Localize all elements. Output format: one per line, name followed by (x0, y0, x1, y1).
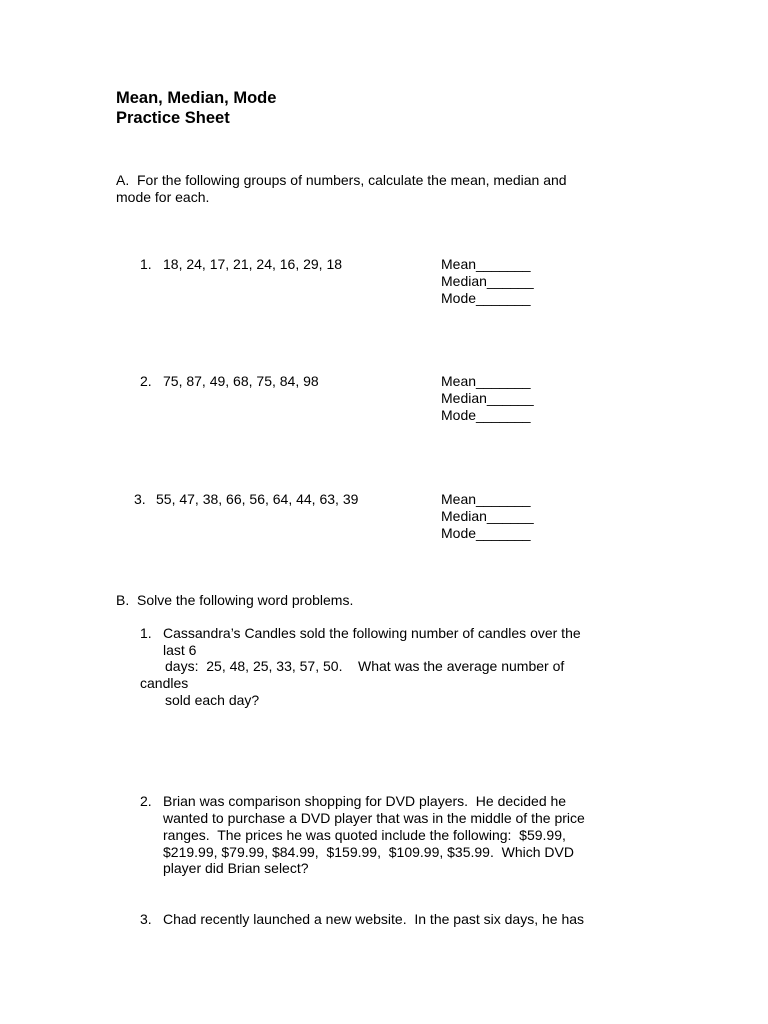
mode-answer-label: Mode_______ (441, 290, 531, 306)
word-problem-text: Brian was comparison shopping for DVD players. He decided he (163, 793, 567, 809)
word-problem-text: sold each day? (165, 692, 260, 708)
section-b-instruction: B. Solve the following word problems. (116, 592, 354, 608)
mean-answer-label: Mean_______ (441, 373, 531, 389)
median-answer-label: Median______ (441, 390, 534, 406)
section-a-instruction-continued: mode for each. (116, 189, 210, 205)
word-problem-text: $219.99, $79.99, $84.99, $159.99, $109.99, $35.99. Which DVD (163, 844, 574, 860)
mode-answer-label: Mode_______ (441, 525, 531, 541)
median-answer-label: Median______ (441, 273, 534, 289)
mean-answer-label: Mean_______ (441, 491, 531, 507)
word-problem-number: 3. (140, 911, 152, 927)
problem-number: 2. (140, 373, 152, 389)
word-problem-text: ranges. The prices he was quoted include the following: $59.99, (163, 827, 566, 843)
worksheet-subtitle: Practice Sheet (116, 109, 230, 127)
worksheet-title: Mean, Median, Mode (116, 89, 277, 107)
mean-answer-label: Mean_______ (441, 256, 531, 272)
word-problem-text: Chad recently launched a new website. In the past six days, he has (163, 911, 585, 927)
word-problem-number: 1. (140, 625, 152, 641)
word-problem-text: wanted to purchase a DVD player that was in the middle of the price (163, 810, 585, 826)
problem-numbers: 55, 47, 38, 66, 56, 64, 44, 63, 39 (156, 491, 359, 507)
word-problem-text: last 6 (163, 642, 197, 658)
median-answer-label: Median______ (441, 508, 534, 524)
problem-numbers: 18, 24, 17, 21, 24, 16, 29, 18 (163, 256, 343, 272)
word-problem-text: candles (140, 675, 189, 691)
word-problem-text: Cassandra’s Candles sold the following number of candles over the (163, 625, 581, 641)
problem-numbers: 75, 87, 49, 68, 75, 84, 98 (163, 373, 319, 389)
word-problem-text: player did Brian select? (163, 860, 309, 876)
mode-answer-label: Mode_______ (441, 407, 531, 423)
section-a-instruction: A. For the following groups of numbers, calculate the mean, median and (116, 172, 567, 188)
problem-number: 1. (140, 256, 152, 272)
word-problem-number: 2. (140, 793, 152, 809)
problem-number: 3. (134, 491, 146, 507)
word-problem-text: days: 25, 48, 25, 33, 57, 50. What was the average number of (165, 658, 565, 674)
